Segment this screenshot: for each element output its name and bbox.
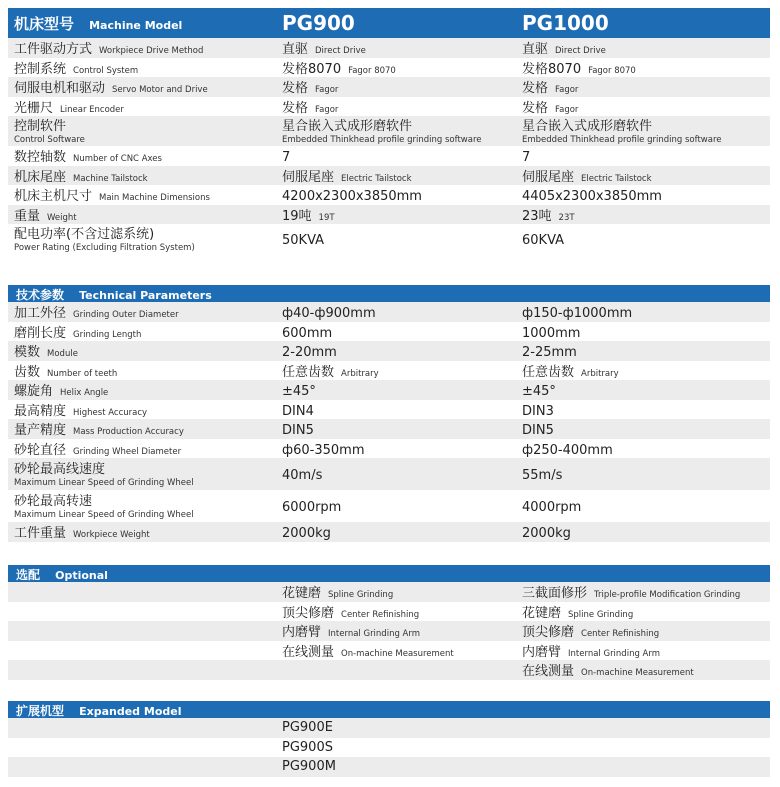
spec-label-cell — [8, 116, 276, 146]
model-a-value: DIN4 — [282, 403, 314, 419]
expanded-model-table — [8, 718, 770, 777]
model-a-cell — [276, 419, 516, 438]
model-b-cell — [516, 38, 770, 57]
option-b-cell — [516, 602, 770, 621]
model-b-title: PG1000 — [522, 11, 609, 35]
spec-label-en: Maximum Linear Speed of Grinding Wheel — [14, 510, 194, 521]
table-row — [8, 166, 770, 186]
model-b-value: 星合嵌入式成形磨软件 — [522, 119, 653, 135]
table-row — [8, 97, 770, 117]
model-a-cell — [276, 341, 516, 360]
model-b-cell — [516, 400, 770, 419]
model-a-value-en: Embedded Thinkhead profile grinding software — [282, 135, 482, 146]
option-a-cell — [276, 582, 516, 601]
model-a-cell — [276, 380, 516, 399]
optional-section — [8, 565, 770, 680]
model-b-value-en: Fagor 8070 — [588, 65, 636, 76]
model-a-cell — [276, 322, 516, 341]
list-item — [8, 738, 770, 758]
model-a-cell — [276, 77, 516, 96]
spec-label-en: Module — [47, 349, 78, 360]
table-row — [8, 361, 770, 381]
model-b-value: 发格 — [522, 100, 549, 116]
table-row — [8, 490, 770, 522]
model-a-cell — [276, 400, 516, 419]
model-a-value: DIN5 — [282, 423, 314, 439]
spec-label-zh: 机床主机尺寸 — [14, 189, 93, 205]
optional-label-zh: 选配 — [16, 568, 41, 582]
header-label-zh: 机床型号 — [14, 14, 75, 33]
model-a-value: 2000kg — [282, 526, 331, 542]
model-a-value: 直驱 — [282, 42, 309, 58]
table-row — [8, 400, 770, 420]
table-row — [8, 522, 770, 542]
option-b-cell — [516, 621, 770, 640]
model-a-cell — [276, 166, 516, 185]
list-item — [8, 641, 770, 661]
optional-label-en: Optional — [55, 569, 108, 582]
model-b-value: ф150-ф1000mm — [522, 306, 633, 322]
spec-label-zh: 螺旋角 — [14, 384, 54, 400]
model-a-cell — [276, 58, 516, 77]
model-a-cell — [276, 522, 516, 541]
spec-label-en: Grinding Wheel Diameter — [73, 446, 182, 457]
model-a-value: 发格 — [282, 81, 309, 97]
spec-label-en: Number of teeth — [47, 368, 118, 379]
model-b-value: 55m/s — [522, 467, 563, 483]
spec-label-en: Linear Encoder — [60, 104, 124, 115]
spec-label-cell — [8, 146, 276, 165]
model-a-value: 伺服尾座 — [282, 169, 335, 185]
model-a-value: 6000rpm — [282, 499, 342, 515]
spec-label-zh: 工件驱动方式 — [14, 42, 93, 58]
model-b-value-en: Direct Drive — [555, 46, 606, 57]
model-b-cell — [516, 97, 770, 116]
model-b-cell — [516, 361, 770, 380]
spec-label-en: Main Machine Dimensions — [99, 193, 210, 204]
model-a-value-en: Arbitrary — [341, 368, 379, 379]
spec-label-zh: 重量 — [14, 208, 41, 224]
spec-label-en: Workpiece Weight — [73, 530, 150, 541]
spec-label-cell — [8, 205, 276, 224]
spec-label-zh: 控制系统 — [14, 61, 67, 77]
model-b-cell — [516, 146, 770, 165]
tech-label-zh: 技术参数 — [16, 288, 65, 302]
model-a-value: 发格8070 — [282, 61, 342, 77]
model-a-value: 发格 — [282, 100, 309, 116]
spec-label-zh: 量产精度 — [14, 423, 67, 439]
list-item — [8, 602, 770, 622]
model-a-value: 19吨 — [282, 208, 312, 224]
model-a-value-en: 19T — [318, 212, 335, 223]
model-a-value-en: Fagor — [315, 85, 339, 96]
model-a-value-en: Fagor 8070 — [348, 65, 396, 76]
spec-label-zh: 砂轮最高转速 — [14, 494, 93, 510]
option-a-en: Spline Grinding — [328, 590, 394, 601]
model-b-value: DIN5 — [522, 423, 554, 439]
spec-label-zh: 砂轮直径 — [14, 442, 67, 458]
spec-label-en: Grinding Length — [73, 329, 142, 340]
option-a-cell — [276, 621, 516, 640]
model-a-cell — [276, 38, 516, 57]
model-a-cell — [276, 465, 516, 484]
option-b-cell — [516, 660, 770, 679]
spec-label-zh: 最高精度 — [14, 403, 67, 419]
model-spec-table — [8, 38, 770, 254]
model-b-value: ф250-400mm — [522, 442, 613, 458]
spec-label-en: Highest Accuracy — [73, 407, 148, 418]
spec-label-en: Control Software — [14, 135, 85, 146]
model-a-cell — [276, 205, 516, 224]
option-b-cell — [516, 582, 770, 601]
model-b-cell — [516, 497, 770, 516]
model-a-cell — [276, 185, 516, 204]
machine-model-section — [8, 8, 770, 254]
model-b-cell — [516, 341, 770, 360]
spec-label-cell — [8, 400, 276, 419]
option-b-zh: 花键磨 — [522, 605, 562, 621]
expanded-model-section — [8, 701, 770, 777]
model-b-cell — [516, 522, 770, 541]
expanded-model-name: PG900E — [282, 720, 333, 736]
spec-label-en: Weight — [47, 212, 77, 223]
spec-label-zh: 光栅尺 — [14, 100, 54, 116]
model-b-value: 发格8070 — [522, 61, 582, 77]
list-item — [8, 582, 770, 602]
expanded-label-zh: 扩展机型 — [16, 704, 65, 718]
model-b-cell — [516, 419, 770, 438]
spec-label-zh: 配电功率(不含过滤系统) — [14, 227, 155, 243]
model-b-cell — [516, 185, 770, 204]
model-a-value-en: Direct Drive — [315, 46, 366, 57]
option-b-zh: 在线测量 — [522, 664, 575, 680]
option-a-cell — [276, 641, 516, 660]
model-a-value: 50KVA — [282, 232, 325, 248]
spec-label-cell — [8, 224, 276, 254]
option-a-zh: 在线测量 — [282, 644, 335, 660]
model-b-value: 60KVA — [522, 232, 565, 248]
table-row — [8, 302, 770, 322]
model-b-value-en: Fagor — [555, 104, 579, 115]
model-b-cell — [516, 230, 770, 249]
model-b-value: 直驱 — [522, 42, 549, 58]
spec-label-zh: 齿数 — [14, 364, 41, 380]
spec-label-en: Number of CNC Axes — [73, 154, 162, 165]
model-b-cell — [516, 58, 770, 77]
table-row — [8, 439, 770, 459]
option-b-cell — [516, 641, 770, 660]
spec-label-en: Servo Motor and Drive — [112, 85, 208, 96]
table-row — [8, 146, 770, 166]
header-label-cell — [8, 13, 276, 34]
table-row — [8, 116, 770, 146]
table-row — [8, 205, 770, 225]
model-b-value: 伺服尾座 — [522, 169, 575, 185]
spec-label-zh: 加工外径 — [14, 306, 67, 322]
model-b-value: 发格 — [522, 81, 549, 97]
spec-label-cell — [8, 361, 276, 380]
spec-label-cell — [8, 341, 276, 360]
model-b-value-en: Embedded Thinkhead profile grinding software — [522, 135, 722, 146]
spec-label-zh: 工件重量 — [14, 526, 67, 542]
model-a-cell — [276, 497, 516, 516]
model-b-value: 7 — [522, 150, 531, 166]
model-a-value: 600mm — [282, 325, 333, 341]
model-a-value-en: Electric Tailstock — [341, 173, 412, 184]
model-b-value-en: Fagor — [555, 85, 579, 96]
model-b-cell — [516, 322, 770, 341]
optional-header — [8, 565, 770, 582]
model-b-cell — [516, 77, 770, 96]
model-a-value: 40m/s — [282, 467, 323, 483]
option-b-zh: 三截面修形 — [522, 586, 588, 602]
model-a-title: PG900 — [282, 11, 355, 35]
model-b-value: 4000rpm — [522, 499, 582, 515]
model-a-cell — [276, 361, 516, 380]
spec-label-cell — [8, 322, 276, 341]
spec-label-cell — [8, 166, 276, 185]
optional-table — [8, 582, 770, 680]
spec-label-cell — [8, 380, 276, 399]
model-b-cell — [516, 439, 770, 458]
table-row — [8, 38, 770, 58]
spec-label-cell — [8, 38, 276, 57]
model-a-value: 4200x2300x3850mm — [282, 189, 422, 205]
model-b-value-en: Arbitrary — [581, 368, 619, 379]
option-b-en: Spline Grinding — [568, 609, 634, 620]
option-b-zh: 顶尖修磨 — [522, 625, 575, 641]
spec-label-zh: 磨削长度 — [14, 325, 67, 341]
option-a-zh: 花键磨 — [282, 586, 322, 602]
list-item — [8, 660, 770, 680]
spec-label-en: Machine Tailstock — [73, 173, 148, 184]
model-b-value: 1000mm — [522, 325, 581, 341]
expanded-model-header — [8, 701, 770, 718]
model-a-value: 2-20mm — [282, 345, 337, 361]
model-b-cell — [516, 116, 770, 146]
model-a-cell — [276, 439, 516, 458]
table-row — [8, 341, 770, 361]
spec-label-en: Control System — [73, 65, 139, 76]
spec-label-en: Mass Production Accuracy — [73, 427, 184, 438]
spec-label-zh: 控制软件 — [14, 119, 67, 135]
list-item — [8, 718, 770, 738]
option-a-en: Center Refinishing — [341, 609, 420, 620]
technical-parameters-header — [8, 285, 770, 302]
option-b-zh: 内磨臂 — [522, 644, 562, 660]
model-a-value: 任意齿数 — [282, 364, 335, 380]
option-b-en: Triple-profile Modification Grinding — [594, 590, 741, 601]
option-a-zh: 顶尖修磨 — [282, 605, 335, 621]
model-a-value: 星合嵌入式成形磨软件 — [282, 119, 413, 135]
spec-label-cell — [8, 185, 276, 204]
spec-label-cell — [8, 439, 276, 458]
expanded-model-name: PG900M — [282, 759, 336, 775]
model-a-value-en: Fagor — [315, 104, 339, 115]
model-a-cell — [276, 230, 516, 249]
model-b-value: DIN3 — [522, 403, 554, 419]
table-row — [8, 322, 770, 342]
header-label-en: Machine Model — [89, 18, 183, 32]
technical-parameters-section — [8, 285, 770, 542]
spec-label-cell — [8, 58, 276, 77]
table-row — [8, 419, 770, 439]
spec-label-cell — [8, 97, 276, 116]
option-b-en: Internal Grinding Arm — [568, 648, 660, 659]
model-a-cell — [276, 116, 516, 146]
table-row — [8, 224, 770, 254]
list-item — [8, 757, 770, 777]
model-b-cell — [516, 302, 770, 321]
model-b-value: 4405x2300x3850mm — [522, 189, 662, 205]
table-row — [8, 458, 770, 490]
spec-label-zh: 机床尾座 — [14, 169, 67, 185]
spec-label-cell — [8, 77, 276, 96]
tech-header-label — [8, 284, 212, 303]
spec-label-cell — [8, 419, 276, 438]
model-a-cell — [276, 302, 516, 321]
option-b-en: On-machine Measurement — [581, 668, 694, 679]
table-row — [8, 77, 770, 97]
model-a-value: ±45° — [282, 384, 316, 400]
spec-label-en: Maximum Linear Speed of Grinding Wheel — [14, 478, 194, 489]
machine-model-header — [8, 8, 770, 38]
model-b-value: 23吨 — [522, 208, 552, 224]
model-a-value: ф60-350mm — [282, 442, 365, 458]
spec-label-cell — [8, 459, 276, 489]
model-a-cell — [276, 146, 516, 165]
model-a-value: ф40-ф900mm — [282, 306, 376, 322]
spec-label-en: Workpiece Drive Method — [99, 46, 204, 57]
model-b-cell — [516, 380, 770, 399]
spec-label-cell — [8, 522, 276, 541]
model-b-cell — [516, 166, 770, 185]
technical-parameters-table — [8, 302, 770, 542]
tech-label-en: Technical Parameters — [79, 289, 212, 302]
option-b-en: Center Refinishing — [581, 629, 660, 640]
model-a-value: 7 — [282, 150, 291, 166]
expanded-label-en: Expanded Model — [79, 705, 182, 718]
spec-label-en: Power Rating (Excluding Filtration System) — [14, 243, 195, 254]
option-a-en: On-machine Measurement — [341, 648, 454, 659]
model-b-cell — [516, 205, 770, 224]
option-a-en: Internal Grinding Arm — [328, 629, 420, 640]
model-b-cell — [516, 465, 770, 484]
spec-label-zh: 数控轴数 — [14, 150, 67, 166]
spec-label-en: Helix Angle — [60, 388, 109, 399]
option-a-zh: 内磨臂 — [282, 625, 322, 641]
expanded-header-label — [8, 700, 182, 719]
spec-label-zh: 伺服电机和驱动 — [14, 81, 106, 97]
optional-header-label — [8, 564, 108, 583]
model-b-value-en: Electric Tailstock — [581, 173, 652, 184]
spec-label-zh: 砂轮最高线速度 — [14, 462, 106, 478]
model-b-value: 任意齿数 — [522, 364, 575, 380]
spec-label-cell — [8, 491, 276, 521]
model-b-value: ±45° — [522, 384, 556, 400]
option-a-cell — [276, 602, 516, 621]
table-row — [8, 380, 770, 400]
model-b-value: 2-25mm — [522, 345, 577, 361]
list-item — [8, 621, 770, 641]
table-row — [8, 58, 770, 78]
spec-label-zh: 模数 — [14, 345, 41, 361]
spec-label-en: Grinding Outer Diameter — [73, 310, 179, 321]
model-b-value-en: 23T — [558, 212, 575, 223]
table-row — [8, 185, 770, 205]
expanded-model-name: PG900S — [282, 739, 333, 755]
spec-label-cell — [8, 302, 276, 321]
model-a-cell — [276, 97, 516, 116]
model-b-value: 2000kg — [522, 526, 571, 542]
